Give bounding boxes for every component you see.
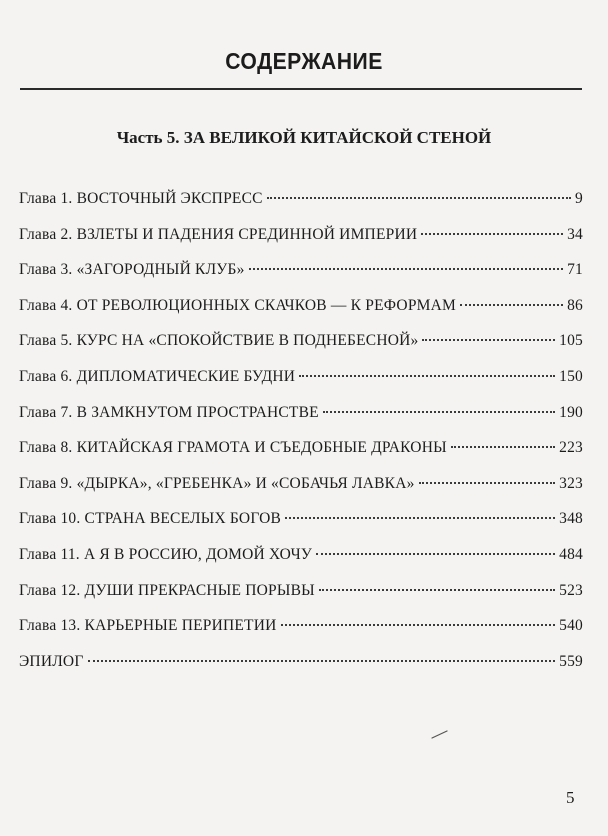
title-rule <box>20 88 582 90</box>
toc-entry[interactable] <box>19 582 583 618</box>
toc-entry-title: Глава 10. СТРАНА ВЕСЕЛЫХ БОГОВ <box>19 510 282 528</box>
toc-entry-title: Глава 6. ДИПЛОМАТИЧЕСКИЕ БУДНИ <box>19 367 296 385</box>
toc-entry[interactable] <box>19 510 583 546</box>
toc-entry[interactable] <box>19 404 583 440</box>
dot-leader <box>319 589 555 591</box>
toc-entry[interactable] <box>19 439 583 475</box>
dot-leader <box>460 304 563 306</box>
dot-leader <box>249 268 564 270</box>
page-number: 5 <box>566 788 575 807</box>
toc-entry-title: ЭПИЛОГ <box>19 652 84 670</box>
dot-leader <box>281 624 556 626</box>
toc-entry-page: 348 <box>559 510 583 528</box>
toc-entry-page: 34 <box>567 225 583 243</box>
toc-entry-page: 223 <box>559 439 583 457</box>
dot-leader <box>267 197 571 199</box>
toc-entry-title: Глава 5. КУРС НА «СПОКОЙСТВИЕ В ПОДНЕБЕСНОЙ» <box>19 332 419 350</box>
toc-entry-title: Глава 7. В ЗАМКНУТОМ ПРОСТРАНСТВЕ <box>19 403 319 421</box>
page-title: СОДЕРЖАНИЕ <box>225 48 383 74</box>
toc-entry[interactable] <box>19 332 583 368</box>
toc-entry[interactable] <box>19 617 583 653</box>
dot-leader <box>323 411 555 413</box>
toc-entry[interactable] <box>19 368 583 404</box>
toc-entry-title: Глава 3. «ЗАГОРОДНЫЙ КЛУБ» <box>19 261 245 279</box>
toc-entry[interactable] <box>19 190 583 226</box>
toc-entry-title: Глава 13. КАРЬЕРНЫЕ ПЕРИПЕТИИ <box>19 617 277 635</box>
toc-entry[interactable] <box>19 297 583 333</box>
toc-entry-title: Глава 11. А Я В РОССИЮ, ДОМОЙ ХОЧУ <box>19 545 313 563</box>
dot-leader <box>422 339 555 341</box>
toc-entry[interactable] <box>19 653 583 689</box>
dot-leader <box>451 446 555 448</box>
toc-entry[interactable] <box>19 226 583 262</box>
toc-entry-page: 484 <box>559 545 583 563</box>
dot-leader <box>88 660 556 662</box>
pencil-mark <box>430 728 450 740</box>
toc-entry-title: Глава 12. ДУШИ ПРЕКРАСНЫЕ ПОРЫВЫ <box>19 581 315 599</box>
toc-entry-page: 71 <box>567 261 583 279</box>
toc-entry-page: 523 <box>559 581 583 599</box>
toc-entry-title: Глава 1. ВОСТОЧНЫЙ ЭКСПРЕСС <box>19 190 263 207</box>
toc-entry-page: 559 <box>559 652 583 670</box>
dot-leader <box>299 375 555 377</box>
toc-entry-title: Глава 8. КИТАЙСКАЯ ГРАМОТА И СЪЕДОБНЫЕ ДРАКОНЫ <box>19 439 447 457</box>
toc-entry-page: 105 <box>559 332 583 350</box>
toc-entry[interactable] <box>19 261 583 297</box>
toc-entry-page: 9 <box>575 190 583 207</box>
dot-leader <box>421 233 563 235</box>
toc-entry-page: 190 <box>559 403 583 421</box>
toc-entry-page: 150 <box>559 367 583 385</box>
toc-entry-title: Глава 4. ОТ РЕВОЛЮЦИОННЫХ СКАЧКОВ — К РЕФОРМАМ <box>19 296 456 314</box>
toc-entry[interactable] <box>19 475 583 511</box>
table-of-contents <box>19 190 583 688</box>
dot-leader <box>285 517 555 519</box>
toc-entry-title: Глава 9. «ДЫРКА», «ГРЕБЕНКА» И «СОБАЧЬЯ ЛАВКА» <box>19 474 415 492</box>
toc-entry[interactable] <box>19 546 583 582</box>
dot-leader <box>316 553 555 555</box>
toc-entry-title: Глава 2. ВЗЛЕТЫ И ПАДЕНИЯ СРЕДИННОЙ ИМПЕРИИ <box>19 225 418 243</box>
toc-entry-page: 540 <box>559 617 583 635</box>
toc-entry-page: 86 <box>567 296 583 314</box>
toc-entry-page: 323 <box>559 474 583 492</box>
dot-leader <box>419 482 556 484</box>
part-heading: Часть 5. ЗА ВЕЛИКОЙ КИТАЙСКОЙ СТЕНОЙ <box>116 128 492 147</box>
